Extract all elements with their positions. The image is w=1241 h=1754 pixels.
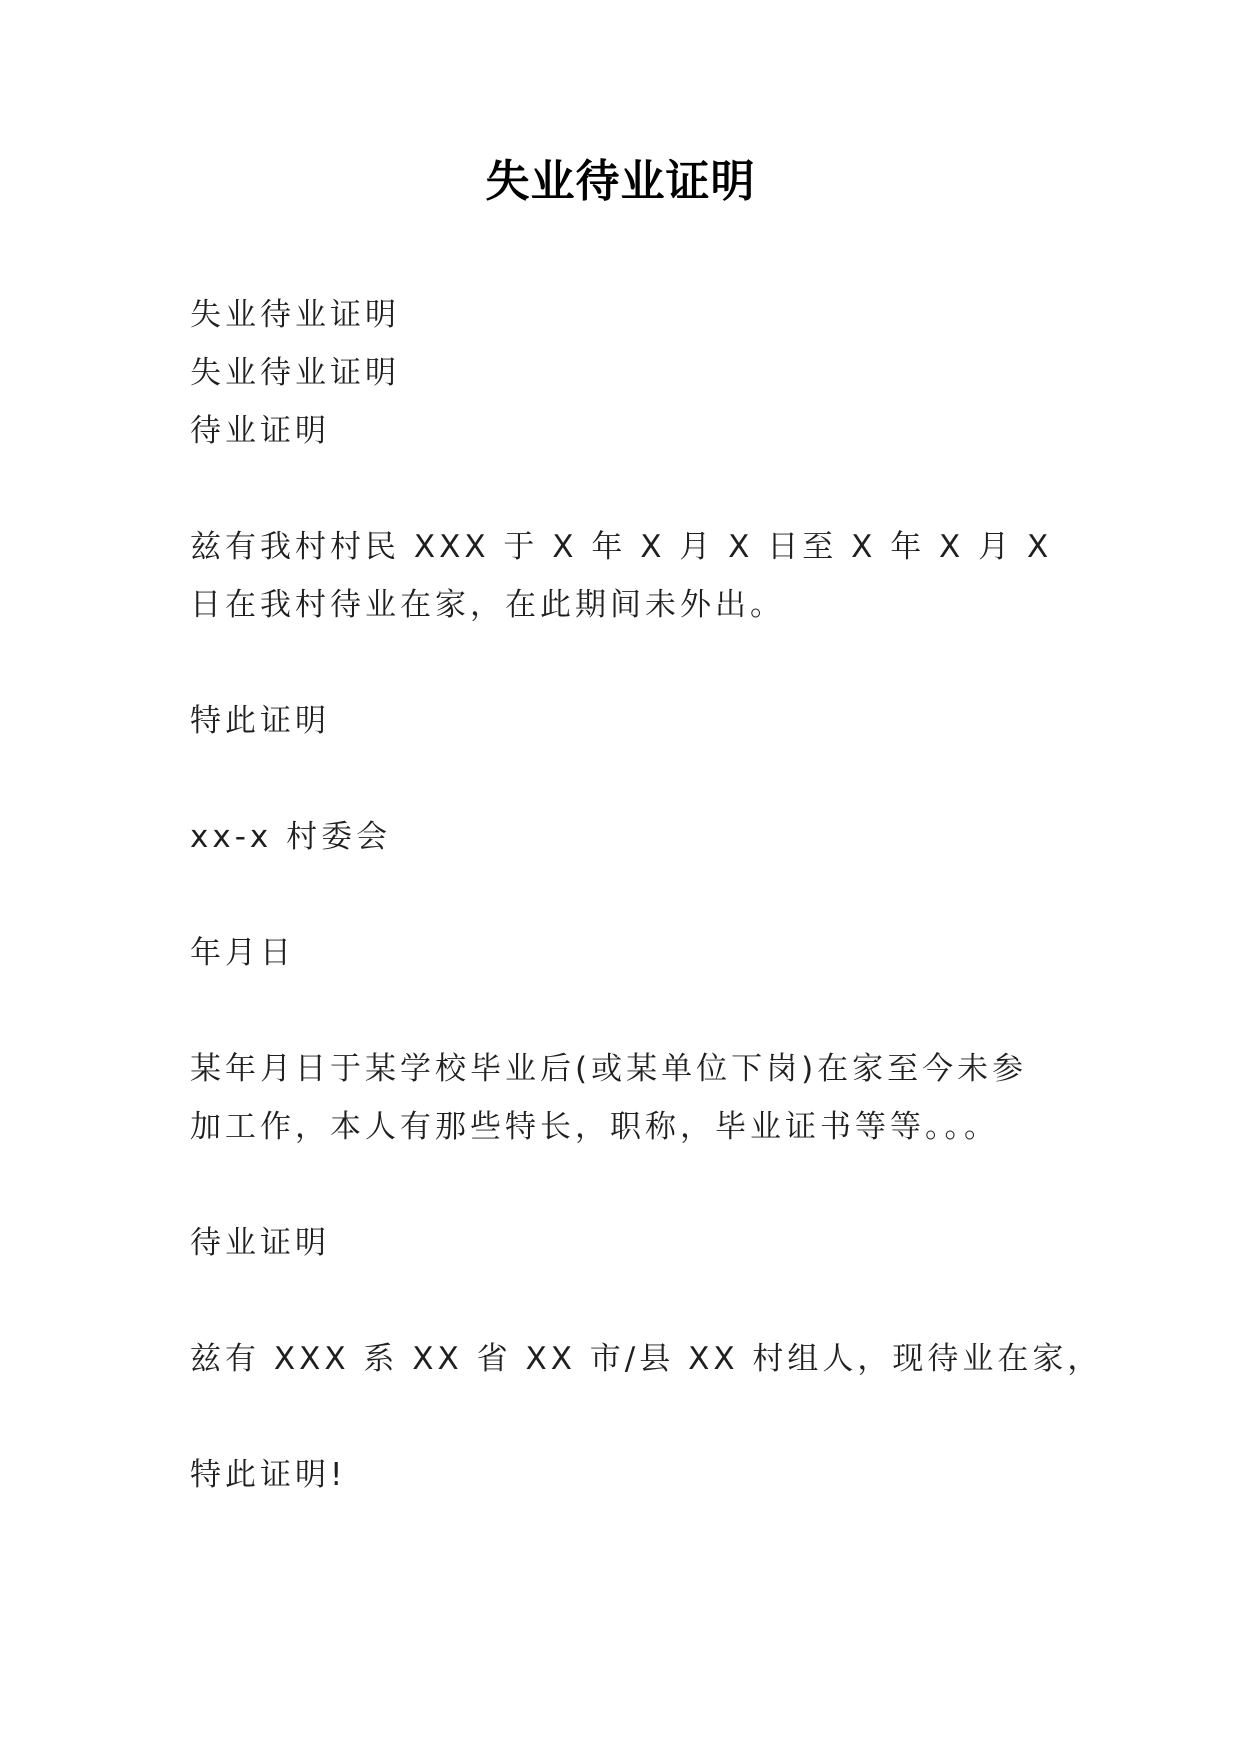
paragraph-villager-statement: 兹有我村村民 XXX 于 X 年 X 月 X 日至 X 年 X 月 X 日在我村待业在家，在此期间未外出。 [190, 529, 1053, 623]
paragraph-residence-statement: 兹有 XXX 系 XX 省 XX 市/县 XX 村组人，现待业在家， [190, 1341, 1103, 1377]
certification-closing-final: 特此证明! [190, 1457, 347, 1493]
date-line: 年月日 [190, 935, 295, 971]
section-heading-unemployment-certificate: 失业待业证明 [190, 297, 400, 333]
section-heading-waiting-employment-certificate-2: 待业证明 [190, 1225, 330, 1261]
section-heading-waiting-employment-certificate: 待业证明 [190, 413, 330, 449]
paragraph-graduate-statement: 某年月日于某学校毕业后(或某单位下岗)在家至今未参加工作，本人有那些特长，职称，毕业证书等等。。。 [190, 1051, 1028, 1145]
village-committee-signature: xx-x 村委会 [190, 819, 392, 855]
certification-closing: 特此证明 [190, 703, 330, 739]
document-title: 失业待业证明 [485, 156, 756, 207]
section-heading-unemployment-certificate-repeat: 失业待业证明 [190, 355, 400, 391]
